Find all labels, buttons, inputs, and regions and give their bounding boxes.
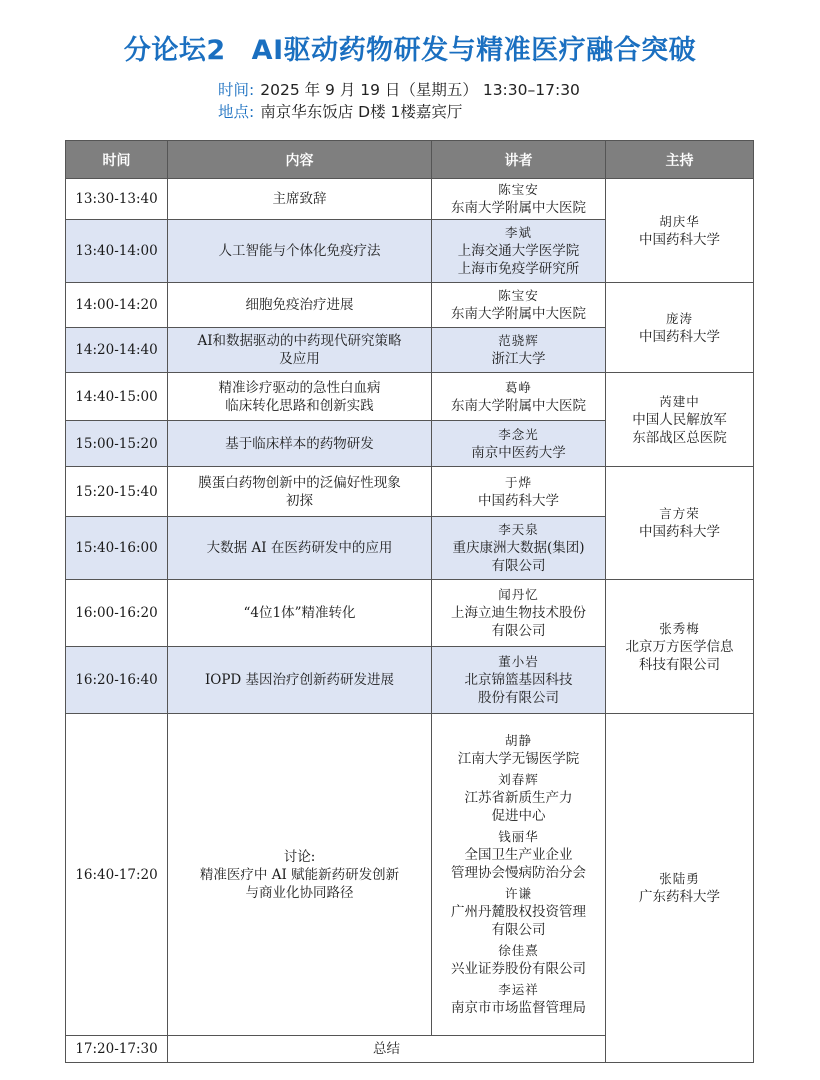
host-name: 胡庆华 xyxy=(659,213,700,229)
speaker-org: 东南大学附属中大医院 xyxy=(451,306,586,322)
time-label: 时间: xyxy=(218,81,255,99)
time-cell: 14:20-14:40 xyxy=(66,328,168,373)
speaker-cell xyxy=(432,467,606,517)
speaker-org: 重庆康洲大数据(集团) xyxy=(452,540,585,556)
host-org: 广东药科大学 xyxy=(639,889,720,905)
summary-cell: 总结 xyxy=(168,1036,606,1063)
content-line: AI和数据驱动的中药现代研究策略 xyxy=(197,333,402,349)
speaker-org: 中国药科大学 xyxy=(478,492,559,509)
host-name: 芮建中 xyxy=(659,393,700,409)
time-cell: 14:00-14:20 xyxy=(66,283,168,328)
speaker-name: 许谦 xyxy=(504,886,532,901)
speaker-org: 上海交通大学医学院 xyxy=(457,243,580,259)
speaker-name: 范骁辉 xyxy=(498,333,539,348)
content-line: 主席致辞 xyxy=(272,191,327,207)
content-line: “4位1体”精准转化 xyxy=(243,605,356,621)
content-cell xyxy=(168,283,432,328)
discussion-speaker xyxy=(435,732,602,768)
speaker-name: 陈宝安 xyxy=(498,182,539,197)
table-row xyxy=(66,580,754,647)
discussion-speaker xyxy=(435,981,602,1017)
table-header-row xyxy=(66,141,754,179)
speaker-cell xyxy=(432,647,606,714)
speaker-cell xyxy=(432,421,606,467)
speaker-name: 董小岩 xyxy=(498,654,539,669)
host-org: 中国人民解放军 xyxy=(632,411,727,428)
content-cell xyxy=(168,714,432,1036)
speaker-org: 有限公司 xyxy=(491,922,546,938)
content-line: 精准诊疗驱动的急性白血病 xyxy=(218,379,381,396)
content-cell xyxy=(168,647,432,714)
header-content: 内容 xyxy=(168,141,432,179)
content-line: 讨论: xyxy=(283,848,316,865)
content-cell xyxy=(168,467,432,517)
place-label: 地点: xyxy=(218,103,255,121)
content-cell xyxy=(168,580,432,647)
speaker-org: 有限公司 xyxy=(491,558,546,574)
speaker-org: 促进中心 xyxy=(491,808,546,824)
header-host: 主持 xyxy=(606,141,754,179)
host-name: 张陆勇 xyxy=(659,871,700,886)
content-line: 人工智能与个体化免疫疗法 xyxy=(218,243,381,259)
speaker-name: 李天泉 xyxy=(498,522,539,537)
host-name: 言方荣 xyxy=(659,506,700,521)
time-cell: 17:20-17:30 xyxy=(66,1036,168,1063)
header-time: 时间 xyxy=(66,141,168,179)
speaker-cell xyxy=(432,283,606,328)
speaker-org: 浙江大学 xyxy=(491,351,546,367)
time-value: 2025 年 9 月 19 日（星期五） 13:30–17:30 xyxy=(260,81,580,99)
content-line: 大数据 AI 在医药研发中的应用 xyxy=(206,540,393,556)
speaker-cell xyxy=(432,220,606,283)
time-cell: 16:00-16:20 xyxy=(66,580,168,647)
host-org: 科技有限公司 xyxy=(639,656,720,673)
content-line: IOPD 基因治疗创新药研发进展 xyxy=(204,672,395,688)
time-cell: 15:40-16:00 xyxy=(66,517,168,580)
agenda-body xyxy=(66,179,754,1063)
content-cell xyxy=(168,373,432,421)
time-cell: 14:40-15:00 xyxy=(66,373,168,421)
discussion-speaker xyxy=(435,828,602,882)
discussion-row xyxy=(66,714,754,1036)
content-line: 精准医疗中 AI 赋能新药研发创新 xyxy=(199,866,400,883)
table-row xyxy=(66,179,754,220)
speaker-org: 东南大学附属中大医院 xyxy=(451,200,586,216)
time-cell: 13:30-13:40 xyxy=(66,179,168,220)
speaker-name: 徐佳熹 xyxy=(498,943,539,958)
speaker-org: 东南大学附属中大医院 xyxy=(451,397,586,414)
speaker-org: 有限公司 xyxy=(491,623,546,639)
content-cell xyxy=(168,517,432,580)
host-cell xyxy=(606,714,754,1063)
speaker-org: 上海立迪生物技术股份 xyxy=(451,605,586,621)
speaker-name: 李斌 xyxy=(504,225,532,240)
content-line: 膜蛋白药物创新中的泛偏好性现象 xyxy=(198,474,401,491)
host-cell xyxy=(606,179,754,283)
content-line: 临床转化思路和创新实践 xyxy=(225,397,374,414)
time-cell: 13:40-14:00 xyxy=(66,220,168,283)
content-line: 初探 xyxy=(286,492,313,509)
time-cell: 16:20-16:40 xyxy=(66,647,168,714)
speaker-org: 管理协会慢病防治分会 xyxy=(451,865,586,881)
host-org: 中国药科大学 xyxy=(639,231,720,248)
time-cell: 16:40-17:20 xyxy=(66,714,168,1036)
speaker-name: 于烨 xyxy=(504,474,532,490)
speaker-name: 闻丹忆 xyxy=(498,587,539,602)
host-name: 庞涛 xyxy=(665,310,693,326)
header-speaker: 讲者 xyxy=(432,141,606,179)
agenda-table xyxy=(65,140,754,1063)
speaker-org: 江南大学无锡医学院 xyxy=(457,751,580,767)
speaker-cell xyxy=(432,517,606,580)
speaker-org: 北京锦篮基因科技 xyxy=(464,672,573,688)
speaker-cell xyxy=(432,580,606,647)
title-main: AI驱动药物研发与精准医疗融合突破 xyxy=(251,35,697,66)
content-line: 及应用 xyxy=(279,351,320,367)
host-cell xyxy=(606,373,754,467)
speaker-name: 李运祥 xyxy=(498,982,539,997)
speaker-name: 钱丽华 xyxy=(498,829,539,844)
time-cell: 15:20-15:40 xyxy=(66,467,168,517)
speaker-name: 李念光 xyxy=(498,426,539,442)
table-row xyxy=(66,283,754,328)
content-cell xyxy=(168,328,432,373)
content-line: 基于临床样本的药物研发 xyxy=(225,435,374,452)
host-cell xyxy=(606,467,754,580)
content-cell xyxy=(168,220,432,283)
speaker-org: 广州丹麓股权投资管理 xyxy=(451,904,586,920)
speaker-org: 全国卫生产业企业 xyxy=(464,847,573,863)
speaker-cell xyxy=(432,714,606,1036)
host-name: 张秀梅 xyxy=(659,620,700,636)
host-org: 东部战区总医院 xyxy=(632,429,727,446)
speaker-cell xyxy=(432,328,606,373)
speaker-cell xyxy=(432,179,606,220)
speaker-cell xyxy=(432,373,606,421)
speaker-org: 南京中医药大学 xyxy=(471,444,566,461)
host-org: 中国药科大学 xyxy=(639,524,720,540)
speaker-org: 上海市免疫学研究所 xyxy=(457,261,580,277)
meta-time xyxy=(218,78,580,100)
speaker-org: 股份有限公司 xyxy=(478,690,559,706)
content-cell xyxy=(168,179,432,220)
host-org: 中国药科大学 xyxy=(639,328,720,345)
title-prefix: 分论坛2 xyxy=(123,35,226,66)
host-org: 北京万方医学信息 xyxy=(625,638,734,655)
speaker-org: 江苏省新质生产力 xyxy=(464,790,573,806)
discussion-speaker xyxy=(435,885,602,939)
time-cell: 15:00-15:20 xyxy=(66,421,168,467)
meta-place xyxy=(218,100,462,122)
speaker-name: 胡静 xyxy=(504,733,532,748)
speaker-org: 南京市市场监督管理局 xyxy=(451,1000,586,1016)
speaker-org: 兴业证券股份有限公司 xyxy=(451,961,586,977)
speaker-name: 陈宝安 xyxy=(498,288,539,303)
table-row xyxy=(66,373,754,421)
host-cell xyxy=(606,283,754,373)
discussion-speaker xyxy=(435,771,602,825)
speaker-name: 葛峥 xyxy=(504,379,532,395)
content-line: 细胞免疫治疗进展 xyxy=(245,297,354,313)
table-row xyxy=(66,467,754,517)
host-cell xyxy=(606,580,754,714)
place-value: 南京华东饭店 D楼 1楼嘉宾厅 xyxy=(260,103,463,121)
discussion-speaker xyxy=(435,942,602,978)
page-title xyxy=(0,28,820,67)
content-line: 与商业化协同路径 xyxy=(245,884,354,901)
speaker-name: 刘春辉 xyxy=(498,772,539,787)
content-cell xyxy=(168,421,432,467)
